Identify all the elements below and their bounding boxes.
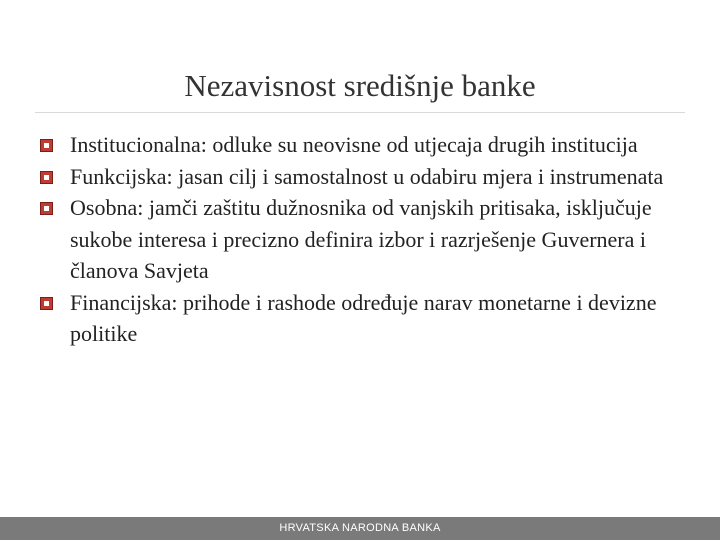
square-bullet-icon bbox=[40, 297, 53, 310]
footer-brand-text: HRVATSKA NARODNA BANKA bbox=[279, 522, 441, 534]
bullet-text: Osobna: jamči zaštitu dužnosnika od vanjskih pritisaka, isključuje sukobe interesa i precizno definira izbor i razrješenje Guvernera i članova Savjeta bbox=[70, 195, 652, 283]
bullet-text: Funkcijska: jasan cilj i samostalnost u odabiru mjera i instrumenata bbox=[70, 163, 664, 189]
footer-bar bbox=[0, 517, 720, 540]
bullet-item-institutional bbox=[40, 129, 680, 161]
bullet-item-financial bbox=[40, 287, 680, 350]
square-bullet-icon bbox=[40, 171, 53, 184]
bullet-item-functional bbox=[40, 161, 680, 193]
square-bullet-icon bbox=[40, 202, 53, 215]
square-bullet-icon bbox=[40, 139, 53, 152]
bullet-text: Financijska: prihode i rashode određuje narav monetarne i devizne politike bbox=[70, 289, 657, 346]
title-divider bbox=[35, 112, 685, 113]
bullet-item-personal bbox=[40, 192, 680, 287]
bullet-text: Institucionalna: odluke su neovisne od utjecaja drugih institucija bbox=[70, 132, 638, 157]
slide-title: Nezavisnost središnje banke bbox=[184, 68, 536, 103]
bullet-list bbox=[40, 129, 680, 350]
